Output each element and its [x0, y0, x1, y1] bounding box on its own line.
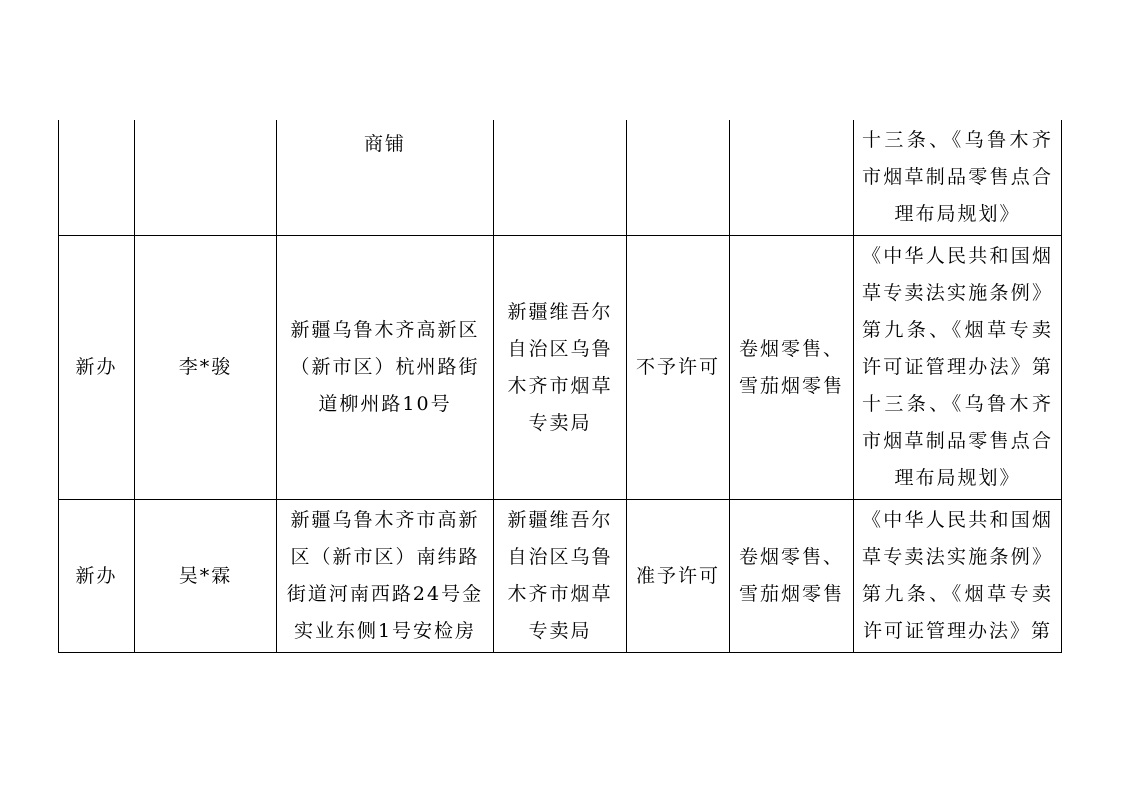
cell-scope: 卷烟零售、雪茄烟零售	[730, 500, 854, 653]
table-row	[59, 236, 1062, 500]
permit-table	[58, 120, 1062, 653]
cell-authority	[494, 120, 627, 236]
cell-name: 吴*霖	[135, 500, 277, 653]
cell-scope	[730, 120, 854, 236]
cell-basis: 《中华人民共和国烟草专卖法实施条例》第九条、《烟草专卖许可证管理办法》第十三条、《乌鲁木齐市烟草制品零售点合理布局规划》	[854, 236, 1062, 500]
cell-basis: 《中华人民共和国烟草专卖法实施条例》第九条、《烟草专卖许可证管理办法》第	[854, 500, 1062, 653]
cell-type: 新办	[59, 236, 135, 500]
cell-name	[135, 120, 277, 236]
cell-scope: 卷烟零售、雪茄烟零售	[730, 236, 854, 500]
table-row	[59, 500, 1062, 653]
cell-type	[59, 120, 135, 236]
cell-basis: 十三条、《乌鲁木齐市烟草制品零售点合理布局规划》	[854, 120, 1062, 236]
cell-address: 新疆乌鲁木齐高新区（新市区）杭州路街道柳州路10号	[277, 236, 494, 500]
cell-type: 新办	[59, 500, 135, 653]
cell-name: 李*骏	[135, 236, 277, 500]
cell-decision: 准予许可	[627, 500, 730, 653]
table-row	[59, 120, 1062, 236]
cell-address: 新疆乌鲁木齐市高新区（新市区）南纬路街道河南西路24号金实业东侧1号安检房	[277, 500, 494, 653]
cell-authority: 新疆维吾尔自治区乌鲁木齐市烟草专卖局	[494, 236, 627, 500]
cell-address: 商铺	[277, 120, 494, 236]
cell-decision	[627, 120, 730, 236]
cell-decision: 不予许可	[627, 236, 730, 500]
cell-authority: 新疆维吾尔自治区乌鲁木齐市烟草专卖局	[494, 500, 627, 653]
